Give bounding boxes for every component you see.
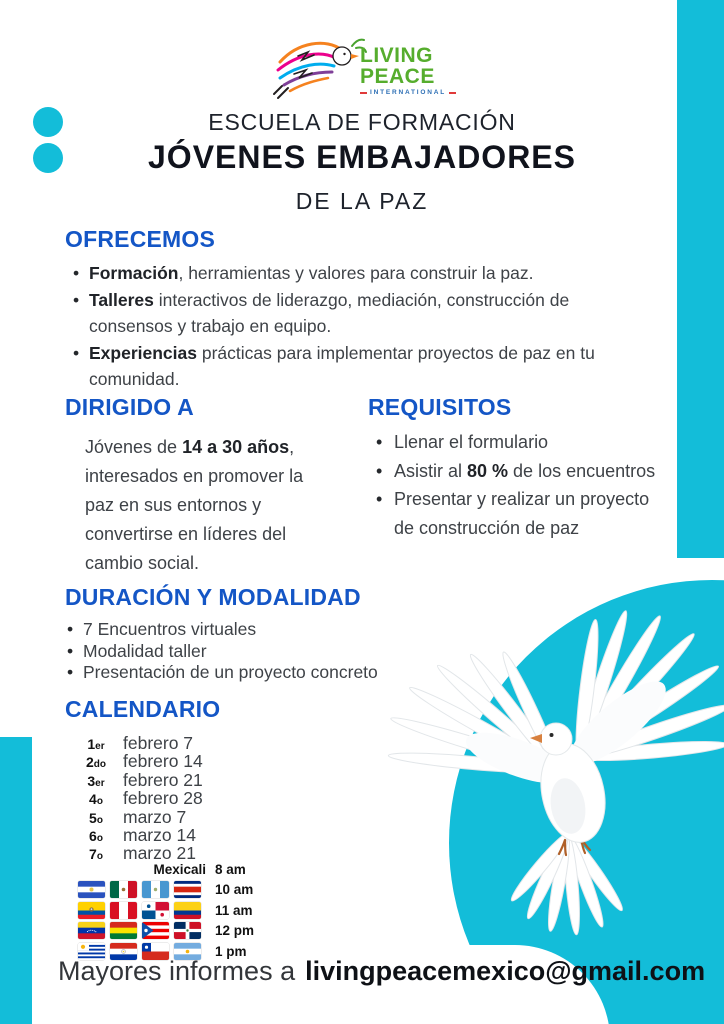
calendar-date: febrero 21 (123, 769, 203, 790)
page-title: JÓVENES EMBAJADORES (148, 139, 576, 175)
left-cyan-bar (0, 737, 32, 1024)
flag-group (78, 922, 206, 939)
flag-group (78, 881, 206, 898)
requisitos-bullet: • Llenar el formulario (368, 428, 656, 457)
timezone-time: 12 pm (215, 923, 255, 939)
logo-international-text: INTERNATIONAL (360, 90, 456, 97)
calendar-ordinal: 5o (89, 809, 103, 826)
timezone-row (78, 900, 254, 921)
section-duracion-modalidad (65, 584, 545, 684)
requisitos-list (368, 428, 668, 542)
calendar-row (79, 788, 365, 809)
flag-costa-rica-icon (174, 881, 201, 898)
mexicali-label: Mexicali (153, 862, 206, 877)
calendar-ordinal: 1er (87, 736, 105, 752)
duracion-bullet: • 7 Encuentros virtuales (65, 619, 545, 641)
flag-guatemala-icon (142, 881, 169, 898)
footer (58, 956, 705, 987)
timezone-time: 1 pm (215, 944, 247, 960)
calendar-ordinal: 7o (89, 846, 103, 863)
school-kicker: ESCUELA DE FORMACIÓN (208, 109, 516, 135)
calendar-date: febrero 14 (123, 751, 203, 772)
calendar-date: marzo 14 (123, 824, 196, 845)
section-dirigido-a (65, 394, 355, 578)
requisitos-bullet: • Presentar y realizar un proyecto de construcción de paz (368, 485, 656, 542)
flag-republica-dominicana-icon (174, 922, 201, 939)
timezone-row (78, 921, 254, 942)
ofrecemos-bullet: • Formación, herramientas y valores para construir la paz. (65, 260, 650, 287)
flag-mexico-icon (110, 881, 137, 898)
requisitos-heading: REQUISITOS (368, 394, 512, 420)
footer-label: Mayores informes a (58, 956, 296, 986)
calendar-ordinal: 3er (87, 772, 105, 789)
calendar-ordinal: 2do (85, 754, 106, 771)
calendar-row (79, 825, 365, 843)
flag-el-salvador-icon (78, 881, 105, 898)
calendar-ordinal: 6o (89, 827, 103, 844)
ofrecemos-heading: OFRECEMOS (65, 226, 216, 252)
calendar-date: febrero 28 (123, 788, 203, 809)
calendar-date: marzo 7 (123, 806, 187, 827)
ofrecemos-bullet: • Experiencias prácticas para implementar proyectos de paz en tu comunidad. (65, 340, 650, 393)
calendar-ordinal: 4o (89, 791, 103, 808)
calendar-row (79, 733, 365, 751)
flag-panama-icon (142, 902, 169, 919)
dirigido-paragraph: Jóvenes de 14 a 30 años, interesados en promover la paz en sus entornos y convertirse en líderes del cambio social. (85, 437, 304, 573)
flag-peru-icon (110, 902, 137, 919)
duracion-bullet: • Modalidad taller (65, 641, 545, 663)
calendar-row (79, 807, 365, 825)
section-requisitos (368, 394, 668, 542)
logo-dove-scribble-icon (268, 28, 368, 105)
flag-puerto-rico-icon (142, 922, 169, 939)
timezone-row (78, 879, 254, 900)
mexicali-time: 8 am (215, 862, 246, 877)
page-subtitle: DE LA PAZ (295, 188, 429, 214)
timezone-time: 11 am (215, 902, 253, 918)
flag-group (78, 902, 206, 919)
duracion-heading: DURACIÓN Y MODALIDAD (65, 584, 361, 610)
timezone-flag-rows (78, 879, 254, 962)
footer-email[interactable]: livingpeacemexico@gmail.com (305, 956, 706, 986)
dirigido-heading: DIRIGIDO A (65, 394, 194, 420)
section-ofrecemos (65, 226, 650, 393)
flag-venezuela-icon (78, 922, 105, 939)
calendar-date: marzo 21 (123, 843, 196, 864)
living-peace-logo (0, 28, 724, 105)
duracion-bullet: • Presentación de un proyecto concreto (65, 662, 545, 684)
calendario-heading: CALENDARIO (65, 696, 221, 722)
logo-living-text: LIVING (360, 43, 434, 67)
ofrecemos-list (65, 260, 650, 393)
ofrecemos-bullet: • Talleres interactivos de liderazgo, mediación, construcción de consensos y trabajo en equipo. (65, 287, 650, 340)
requisitos-bullet: • Asistir al 80 % de los encuentros (368, 457, 656, 486)
flag-colombia-icon (174, 902, 201, 919)
section-calendario (65, 696, 365, 862)
flag-bolivia-icon (110, 922, 137, 939)
logo-red-dash (360, 92, 367, 94)
mexicali-row (78, 862, 246, 877)
timezone-time: 10 am (215, 881, 254, 897)
calendar-row (79, 770, 365, 788)
logo-peace-text: PEACE (360, 64, 435, 88)
duracion-list (65, 619, 545, 684)
calendar-date: febrero 7 (123, 733, 194, 753)
calendar-rows (79, 733, 365, 862)
flag-ecuador-icon (78, 902, 105, 919)
calendar-row (79, 843, 365, 864)
logo-red-dash (449, 92, 456, 94)
calendar-row (79, 751, 365, 772)
